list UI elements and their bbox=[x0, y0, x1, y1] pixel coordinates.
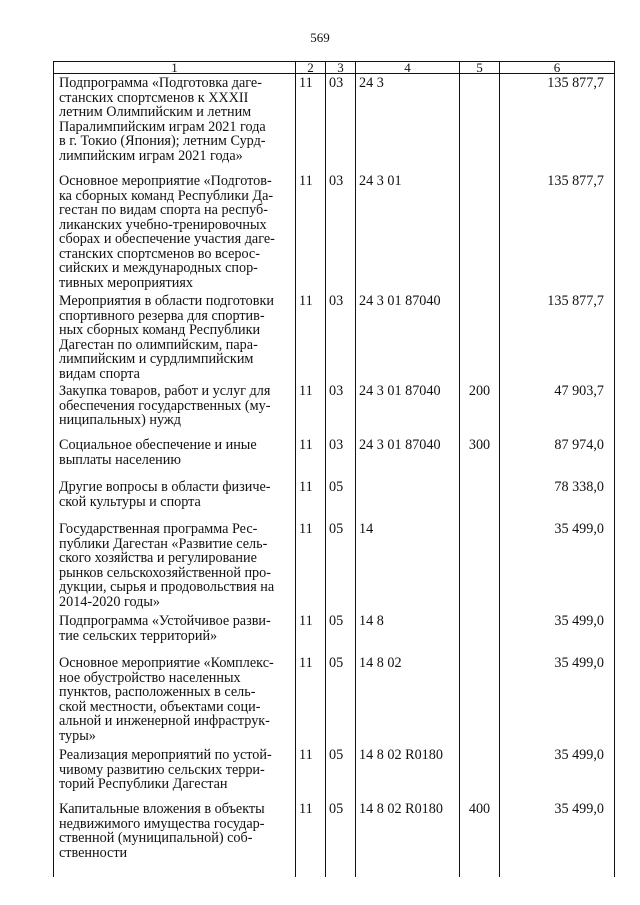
expense-type-code bbox=[460, 292, 500, 382]
table-row bbox=[54, 520, 615, 612]
amount: 35 499,0 bbox=[500, 746, 615, 800]
amount: 135 877,7 bbox=[500, 74, 615, 173]
section-code: 11 bbox=[296, 74, 326, 173]
amount: 35 499,0 bbox=[500, 654, 615, 746]
expense-type-code: 400 bbox=[460, 800, 500, 877]
expense-type-code bbox=[460, 654, 500, 746]
page-number: 569 bbox=[310, 30, 330, 45]
subsection-code: 03 bbox=[326, 382, 356, 436]
subsection-code: 05 bbox=[326, 520, 356, 612]
col-header-5: 5 bbox=[460, 62, 500, 74]
amount: 87 974,0 bbox=[500, 436, 615, 478]
col-header-4: 4 bbox=[356, 62, 460, 74]
col-header-1: 1 bbox=[54, 62, 296, 74]
target-article-code: 14 8 02 bbox=[356, 654, 460, 746]
item-name: Реализация мероприятий по устой- чивому развитию сельских терри- торий Республики Дагестан bbox=[54, 746, 296, 800]
expense-type-code bbox=[460, 172, 500, 292]
subsection-code: 05 bbox=[326, 800, 356, 877]
section-code: 11 bbox=[296, 478, 326, 520]
item-name: Подпрограмма «Устойчивое разви- тие сельских территорий» bbox=[54, 612, 296, 654]
target-article-code: 24 3 01 bbox=[356, 172, 460, 292]
section-code: 11 bbox=[296, 612, 326, 654]
target-article-code: 24 3 bbox=[356, 74, 460, 173]
target-article-code: 14 8 02 R0180 bbox=[356, 800, 460, 877]
amount: 35 499,0 bbox=[500, 800, 615, 877]
table-row bbox=[54, 800, 615, 877]
subsection-code: 05 bbox=[326, 478, 356, 520]
col-header-3: 3 bbox=[326, 62, 356, 74]
expense-type-code bbox=[460, 746, 500, 800]
expense-type-code: 300 bbox=[460, 436, 500, 478]
target-article-code: 24 3 01 87040 bbox=[356, 382, 460, 436]
expense-type-code bbox=[460, 74, 500, 173]
target-article-code: 24 3 01 87040 bbox=[356, 292, 460, 382]
section-code: 11 bbox=[296, 382, 326, 436]
item-name: Мероприятия в области подготовки спортивного резерва для спортив- ных сборных команд Республики Дагестан по олимпийским, пара- лимпийским и сурдлимпийским видам спорта bbox=[54, 292, 296, 382]
subsection-code: 03 bbox=[326, 172, 356, 292]
target-article-code bbox=[356, 478, 460, 520]
amount: 135 877,7 bbox=[500, 292, 615, 382]
expense-type-code: 200 bbox=[460, 382, 500, 436]
section-code: 11 bbox=[296, 172, 326, 292]
subsection-code: 03 bbox=[326, 74, 356, 173]
table-row bbox=[54, 74, 615, 173]
section-code: 11 bbox=[296, 654, 326, 746]
table-row bbox=[54, 436, 615, 478]
item-name: Основное мероприятие «Комплекс- ное обустройство населенных пунктов, расположенных в сель- ской местности, объектами соци- альной и инженерной инфраструк- туры» bbox=[54, 654, 296, 746]
section-code: 11 bbox=[296, 292, 326, 382]
item-name: Основное мероприятие «Подготов- ка сборных команд Республики Да- гестан по видам спорта на респуб- ликанских учебно-тренировочных сборах и обеспечение участия даге- станских спортсменов во всерос- сийских и международных спор- тивных мероприятиях bbox=[54, 172, 296, 292]
amount: 135 877,7 bbox=[500, 172, 615, 292]
expense-type-code bbox=[460, 612, 500, 654]
col-header-6: 6 bbox=[500, 62, 615, 74]
item-name: Государственная программа Рес- публики Дагестан «Развитие сель- ского хозяйства и регулирование рынков сельскохозяйственной про- дукции, сырья и продовольствия на 2014-2020 годы» bbox=[54, 520, 296, 612]
column-number-row bbox=[54, 62, 615, 74]
subsection-code: 05 bbox=[326, 746, 356, 800]
budget-table bbox=[53, 61, 615, 877]
expense-type-code bbox=[460, 478, 500, 520]
subsection-code: 03 bbox=[326, 436, 356, 478]
amount: 35 499,0 bbox=[500, 520, 615, 612]
item-name: Подпрограмма «Подготовка даге- станских спортсменов к XXXII летним Олимпийским и летним Паралимпийским играм 2021 года в г. Токио (Япония); летним Сурд- лимпийским играм 2021 года» bbox=[54, 74, 296, 173]
table-row bbox=[54, 478, 615, 520]
expense-type-code bbox=[460, 520, 500, 612]
subsection-code: 05 bbox=[326, 654, 356, 746]
section-code: 11 bbox=[296, 520, 326, 612]
table-row bbox=[54, 746, 615, 800]
item-name: Капитальные вложения в объекты недвижимого имущества государ- ственной (муниципальной) соб- ственности bbox=[54, 800, 296, 877]
section-code: 11 bbox=[296, 436, 326, 478]
target-article-code: 14 8 02 R0180 bbox=[356, 746, 460, 800]
target-article-code: 14 bbox=[356, 520, 460, 612]
section-code: 11 bbox=[296, 800, 326, 877]
amount: 35 499,0 bbox=[500, 612, 615, 654]
subsection-code: 03 bbox=[326, 292, 356, 382]
amount: 78 338,0 bbox=[500, 478, 615, 520]
table-row bbox=[54, 654, 615, 746]
amount: 47 903,7 bbox=[500, 382, 615, 436]
table-row bbox=[54, 382, 615, 436]
item-name: Закупка товаров, работ и услуг для обеспечения государственных (му- ниципальных) нужд bbox=[54, 382, 296, 436]
col-header-2: 2 bbox=[296, 62, 326, 74]
target-article-code: 14 8 bbox=[356, 612, 460, 654]
subsection-code: 05 bbox=[326, 612, 356, 654]
table-row bbox=[54, 612, 615, 654]
table-row bbox=[54, 172, 615, 292]
section-code: 11 bbox=[296, 746, 326, 800]
item-name: Социальное обеспечение и иные выплаты населению bbox=[54, 436, 296, 478]
target-article-code: 24 3 01 87040 bbox=[356, 436, 460, 478]
table-row bbox=[54, 292, 615, 382]
item-name: Другие вопросы в области физиче- ской культуры и спорта bbox=[54, 478, 296, 520]
